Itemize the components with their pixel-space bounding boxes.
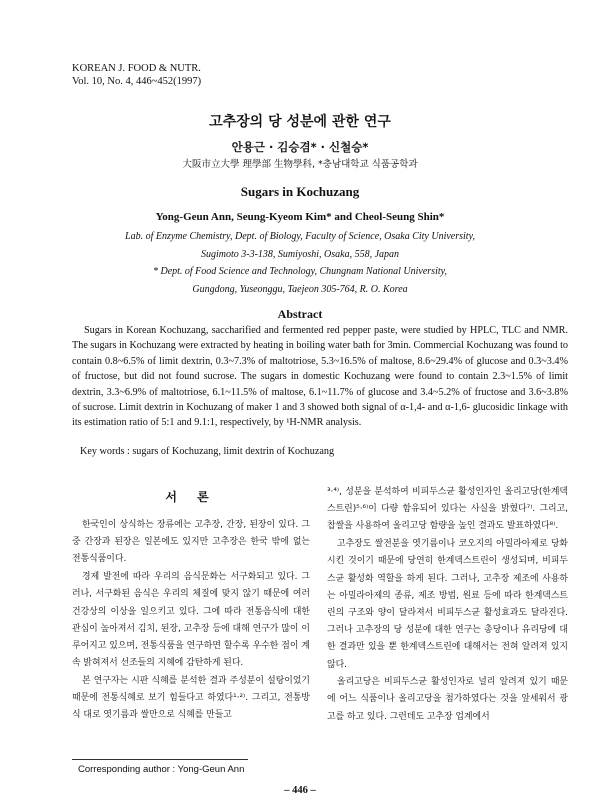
affiliation-line: Sugimoto 3-3-138, Sumiyoshi, Osaka, 558, Japan: [200, 248, 400, 260]
corresponding-author-footnote: Corresponding author : Yong-Geun Ann: [78, 764, 245, 775]
paragraph: ³·⁴⁾, 성분을 분석하여 비피두스균 활성인자인 올리고당(한계덱스트린)⁵·⁶⁾이 다량 함유되어 있다는 사실을 밝혔다⁷⁾. 그리고, 찹쌀을 사용하여 올리고당 함량을 높인 결과도 발표하였다⁸⁾.: [327, 487, 568, 532]
korean-affiliation: 大阪市立大學 理學部 生物學科, *충남대학교 식품공학과: [182, 159, 418, 170]
left-column: [72, 517, 310, 725]
korean-authors: 안용근 · 김승겸* · 신철승*: [231, 140, 369, 154]
paragraph: 한국인이 상식하는 장류에는 고추장, 간장, 된장이 있다. 그 중 간장과 된장은 일본에도 있지만 고추장은 한국 밖에 없는 전통식품이다.: [72, 520, 310, 565]
english-affiliation: [0, 228, 600, 298]
right-column: [327, 484, 568, 726]
paragraph: 본 연구자는 시판 식혜를 분석한 결과 주성분이 설탕이었기 때문에 전통식혜로 보기 힘들다고 하였다¹·²⁾. 그리고, 전통방식 대로 엿기름과 쌀만으로 식혜를 만들고: [72, 675, 310, 721]
paragraph: 경제 발전에 따라 우리의 음식문화는 서구화되고 있다. 그러나, 서구화된 음식은 우리의 체질에 맞지 않기 때문에 여러 건강상의 이상을 일으키고 있다. 그에 따라 전통음식에 대한 관심이 높아져서 김치, 된장, 고추장 등에 대해 연구가 많이 이루어지고 있으며, 전통식품을 연구하면 할수록 우수한 점이 계속 밝혀져서 선조들의 지혜에 감탄하게 된다.: [72, 572, 310, 669]
footnote-rule: [72, 759, 248, 760]
abstract-body: [72, 323, 568, 431]
affiliation-line: Lab. of Enzyme Chemistry, Dept. of Biology, Faculty of Science, Osaka City University,: [125, 231, 475, 242]
english-title: Sugars in Kochuzang: [240, 184, 360, 199]
affiliation-line: * Dept. of Food Science and Technology, Chungnam National University,: [152, 266, 448, 277]
paragraph: 올리고당은 비피두스균 활성인자로 널리 알려져 있기 때문에 어느 식품이나 올리고당을 첨가하였다는 것을 앞세워서 광고를 하고 있다. 그런데도 고추장 업계에서: [327, 677, 568, 722]
section-heading-introduction: 서 론: [165, 490, 217, 504]
abstract-text: Sugars in Korean Kochuzang, saccharified and fermented red pepper paste, were studied by HPLC, TLC and NMR. The sugars in Kochuzang were extracted by heating in boiling water bath for 3min. Commercial Kochuzang was found to contain 0.8~6.5% of limit dextrin, 0.3~7.3% of maltotriose, 5.3~16.5% of maltose, 8.6~29.4% of glucose and 0.3~3.4% of fructose, but did not found sucrose. The sugars in domestic Kochuzang were found to contain 2.3~1.5% of limit dextrin, 3.3~6.9% of maltotriose, 6.1~11.5% of maltose, 6.1~11.7% of glucose and 3.4~5.2% of fructose and 3.6~3.8% of sucrose. Limit dextrin in Kochuzang of maker 1 and 3 showed both signal of α-1,4- and α-1,6- glucosidic linkage with its estimation ratio of 5:1 and 9.1:1, respectively, by ¹H-NMR analysis.: [72, 325, 568, 429]
abstract-heading: Abstract: [277, 307, 323, 321]
korean-title: 고추장의 당 성분에 관한 연구: [209, 114, 391, 130]
keywords: Key words : sugars of Kochuzang, limit dextrin of Kochuzang: [80, 446, 335, 457]
journal-header: [72, 62, 201, 88]
english-authors: Yong-Geun Ann, Seung-Kyeom Kim* and Cheol-Seung Shin*: [155, 211, 445, 223]
page-number: – 446 –: [284, 785, 316, 796]
journal-name: KOREAN J. FOOD & NUTR.: [72, 63, 201, 74]
journal-volume: Vol. 10, No. 4, 446~452(1997): [72, 76, 202, 87]
affiliation-line: Gungdong, Yuseonggu, Taejeon 305-764, R. O. Korea: [192, 283, 408, 295]
paragraph: 고추장도 쌀전분을 엿기름이나 코오지의 아밀라아제로 당화시킨 것이기 때문에 당연히 한계덱스트린이 생성되며, 비피두스균 활성화 역할을 하게 된다. 그러나, 고추장 제조에 사용하는 아밀라아제의 종류, 제조 방법, 원료 등에 따라 한계덱스트린의 구조와 양이 달라져서 비피두스균 활성효과도 달라진다. 그러나 고추장의 당 성분에 대한 연구는 총당이나 유리당에 대한 결과만 있을 뿐 한계덱스트린에 대해서는 전혀 알려져 있지 않다.: [327, 539, 568, 670]
